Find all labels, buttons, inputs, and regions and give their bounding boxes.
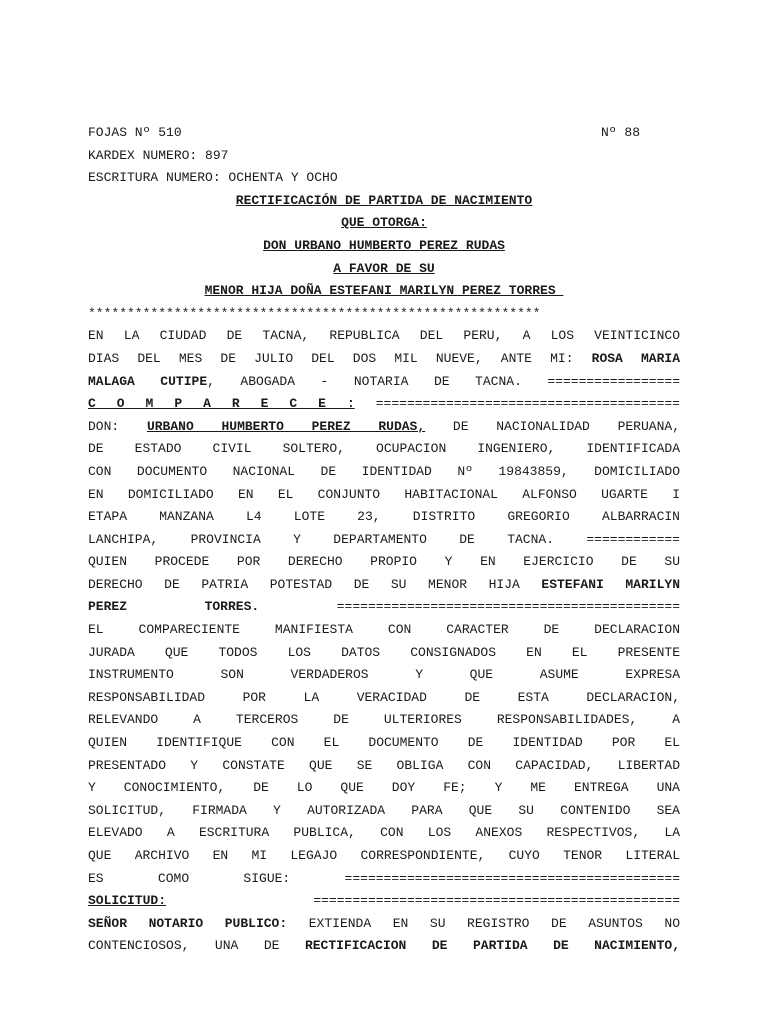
body-line: PRESENTADO Y CONSTATE QUE SE OBLIGA CON CAPACIDAD, LIBERTAD — [88, 757, 680, 773]
grantor-name: URBANO HUMBERTO PEREZ RUDAS, — [146, 418, 426, 434]
rectification-title: RECTIFICACION DE PARTIDA DE NACIMIENTO, — [304, 938, 680, 954]
body-line — [88, 416, 680, 439]
notary-name-part1: ROSA MARIA — [591, 350, 680, 366]
asterisk-separator: ********************************************************** — [88, 305, 541, 321]
notary-salutation: SEÑOR NOTARIO PUBLICO: — [88, 915, 288, 931]
body-line: QUIEN IDENTIFIQUE CON EL DOCUMENTO DE IDENTIDAD POR EL — [88, 735, 680, 751]
body-line: EN LA CIUDAD DE TACNA, REPUBLICA DEL PERU, A LOS VEINTICINCO — [88, 328, 680, 344]
body-text: DIAS DEL MES DE JULIO DEL DOS MIL NUEVE, ANTE MI: — [88, 350, 592, 366]
body-line: JURADA QUE TODOS LOS DATOS CONSIGNADOS EN EL PRESENTE — [88, 644, 680, 660]
fojas-number: FOJAS Nº 510 — [88, 125, 182, 140]
body-text: ============================================ — [259, 599, 680, 615]
body-text: =============================================== — [166, 893, 680, 909]
body-text: EXTIENDA EN SU REGISTRO DE ASUNTOS NO — [287, 915, 680, 931]
body-line — [88, 393, 680, 416]
body-line: SOLICITUD, FIRMADA Y AUTORIZADA PARA QUE SU CONTENIDO SEA — [88, 802, 680, 818]
escritura-number: ESCRITURA NUMERO: OCHENTA Y OCHO — [88, 170, 338, 186]
body-line: QUIEN PROCEDE POR DERECHO PROPIO Y EN EJERCICIO DE SU — [88, 554, 680, 570]
body-line — [88, 890, 680, 913]
body-line: RESPONSABILIDAD POR LA VERACIDAD DE ESTA DECLARACION, — [88, 689, 680, 705]
body-line: QUE ARCHIVO EN MI LEGAJO CORRESPONDIENTE, CUYO TENOR LITERAL — [88, 848, 680, 863]
header-fojas-row — [88, 122, 680, 145]
body-text: DE NACIONALIDAD PERUANA, — [425, 418, 680, 434]
minor-name-part2: PEREZ TORRES. — [88, 599, 260, 615]
title-line-2: QUE OTORGA: — [341, 215, 427, 231]
body-line: ETAPA MANZANA L4 LOTE 23, DISTRITO GREGORIO ALBARRACIN — [88, 509, 680, 525]
body-text: ======================================= — [354, 396, 680, 412]
body-line — [88, 348, 680, 371]
body-line: EN DOMICILIADO EN EL CONJUNTO HABITACIONAL ALFONSO UGARTE I — [88, 486, 680, 502]
body-line — [88, 371, 680, 394]
title-line-5: MENOR HIJA DOÑA ESTEFANI MARILYN PEREZ TORRES — [204, 283, 564, 299]
body-text: DERECHO DE PATRIA POTESTAD DE SU MENOR HIJA — [88, 576, 542, 592]
body-line — [88, 596, 680, 619]
title-line-3: DON URBANO HUMBERTO PEREZ RUDAS — [263, 237, 505, 253]
record-number: Nº 88 — [600, 125, 640, 140]
body-line: Y CONOCIMIENTO, DE LO QUE DOY FE; Y ME ENTREGA UNA — [88, 780, 680, 796]
notary-name-part2: MALAGA CUTIPE — [88, 373, 208, 389]
body-line — [88, 935, 680, 958]
body-line: CON DOCUMENTO NACIONAL DE IDENTIDAD Nº 19843859, DOMICILIADO — [88, 463, 680, 479]
body-line: DE ESTADO CIVIL SOLTERO, OCUPACION INGENIERO, IDENTIFICADA — [88, 441, 680, 457]
comparece-heading: C O M P A R E C E : — [88, 396, 355, 412]
minor-name-part1: ESTEFANI MARILYN — [541, 576, 680, 592]
title-line-4: A FAVOR DE SU — [333, 260, 435, 276]
kardex-number: KARDEX NUMERO: 897 — [88, 147, 229, 163]
body-line: RELEVANDO A TERCEROS DE ULTERIORES RESPONSABILIDADES, A — [88, 712, 680, 728]
body-line: EL COMPARECIENTE MANIFIESTA CON CARACTER DE DECLARACION — [88, 622, 680, 638]
body-text: , ABOGADA - NOTARIA DE TACNA. ================= — [207, 373, 680, 389]
body-line — [88, 913, 680, 936]
document-page — [88, 122, 680, 958]
body-text: DON: — [88, 418, 147, 434]
body-text: CONTENCIOSOS, UNA DE — [88, 938, 305, 954]
body-line: ELEVADO A ESCRITURA PUBLICA, CON LOS ANEXOS RESPECTIVOS, LA — [88, 825, 680, 841]
body-line: LANCHIPA, PROVINCIA Y DEPARTAMENTO DE TACNA. ============ — [88, 531, 680, 547]
body-line — [88, 574, 680, 597]
body-line: ES COMO SIGUE: =========================================== — [88, 870, 680, 886]
body-line: INSTRUMENTO SON VERDADEROS Y QUE ASUME EXPRESA — [88, 667, 680, 683]
solicitud-heading: SOLICITUD: — [88, 893, 167, 909]
title-line-1: RECTIFICACIÓN DE PARTIDA DE NACIMIENTO — [235, 192, 533, 208]
